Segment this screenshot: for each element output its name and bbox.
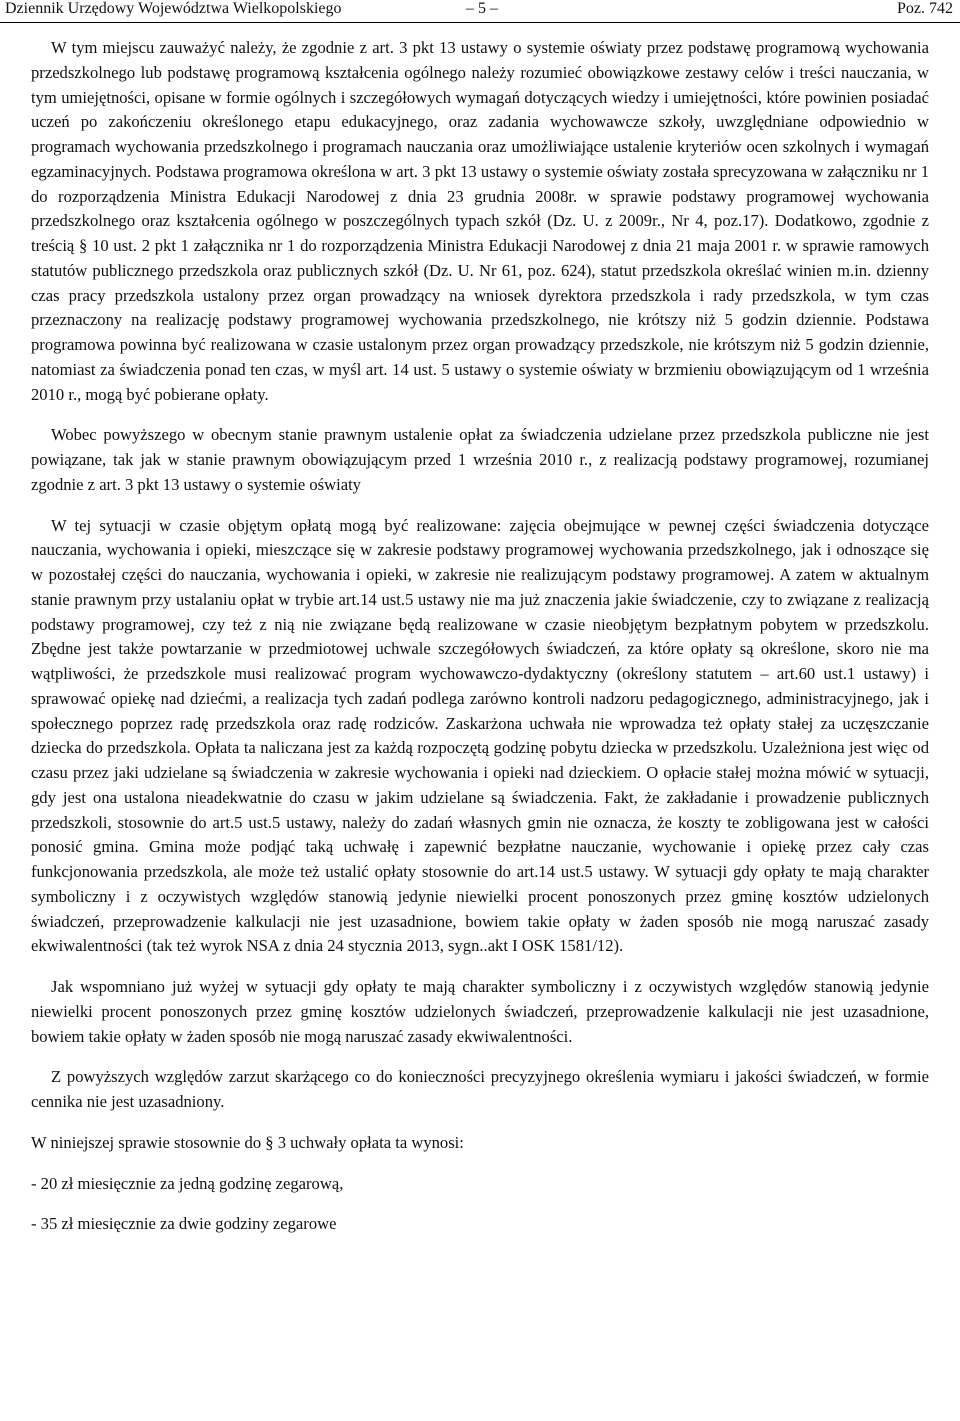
position-number: Poz. 742	[897, 0, 953, 17]
document-body	[31, 36, 929, 1237]
paragraph-3: W tej sytuacji w czasie objętym opłatą mogą być realizowane: zajęcia obejmujące w pewnej części świadczenia dotyczące nauczania, wychowania i opieki, mieszczące się w zakresie podstawy programowej wychowania przedszkolnego, jak i odnoszące się w pozostałej części do nauczania, wychowania i opieki, w zakresie nie realizującym podstawy programowej. A zatem w aktualnym stanie prawnym przy ustalaniu opłat w trybie art.14 ust.5 ustawy nie ma już znaczenia jakie świadczenie, czy to związane z realizacją podstawy programowej, czy też z nią nie związane będą realizowane w czasie nieobjętym bezpłatnym pobytem w przedszkolu. Zbędne jest także powtarzanie w przedmiotowej uchwale szczegółowych świadczeń, za które opłaty są określone, skoro nie ma wątpliwości, że przedszkole musi realizować program wychowawczo-dydaktyczny (określony statutem – art.60 ust.1 ustawy) i sprawować opiekę nad dziećmi, a realizacja tych zadań podlega zarówno kontroli nadzoru pedagogicznego, administracyjnego, jak i społecznego poprzez radę przedszkola oraz radę rodziców. Zaskarżona uchwała nie wprowadza też opłaty stałej za uczęszczanie dziecka do przedszkola. Opłata ta naliczana jest za każdą rozpoczętą godzinę pobytu dziecka w przedszkolu. Uzależniona jest więc od czasu przez jaki udzielane są świadczenia w zakresie wychowania i opieki nad dzieckiem. O opłacie stałej można mówić w sytuacji, gdy jest ona ustalona nieadekwatnie do czasu w jakim udzielane są świadczenia. Fakt, że zakładanie i prowadzenie publicznych przedszkoli, stosownie do art.5 ust.5 ustawy, należy do zadań własnych gmin nie oznacza, że koszty te zobligowana jest w całości ponosić gmina. Gmina może podjąć taką uchwałę i zapewnić bezpłatne nauczanie, wychowanie i opiekę przez cały czas funkcjonowania przedszkola, ale może też ustalić opłaty stosownie do art.14 ust.5 ustawy. W sytuacji gdy opłaty te mają charakter symboliczny i z oczywistych względów stanowią jedynie niewielki procent ponoszonych przez gminę kosztów udzielonych świadczeń, przeprowadzenie kalkulacji nie jest uzasadnione, bowiem takie opłaty w żaden sposób nie mogą naruszać zasady ekwiwalentności (tak też wyrok NSA z dnia 24 stycznia 2013, sygn..akt I OSK 1581/12).	[31, 515, 929, 956]
page-number: – 5 –	[466, 0, 498, 17]
paragraph-6: W niniejszej sprawie stosownie do § 3 uchwały opłata ta wynosi:	[31, 1132, 464, 1152]
paragraph-2: Wobec powyższego w obecnym stanie prawnym ustalenie opłat za świadczenia udzielane przez przedszkola publiczne nie jest powiązane, tak jak w stanie prawnym obowiązującym przed 1 września 2010 r., z realizacją podstawy programowej, rozumianej zgodnie z art. 3 pkt 13 ustawy o systemie oświaty	[31, 425, 929, 494]
paragraph-1: W tym miejscu zauważyć należy, że zgodnie z art. 3 pkt 13 ustawy o systemie oświaty przez podstawę programową wychowania przedszkolnego lub podstawę programową kształcenia ogólnego należy rozumieć obowiązkowe zestawy celów i treści nauczania, w tym umiejętności, opisane w formie ogólnych i szczegółowych wymagań dotyczących wiedzy i umiejętności, które powinien posiadać uczeń po zakończeniu określonego etapu edukacyjnego, oraz zadania wychowawcze szkoły, uwzględniane odpowiednio w programach wychowania przedszkolnego i programach nauczania oraz umożliwiające ustalenie kryteriów ocen szkolnych i wymagań egzaminacyjnych. Podstawa programowa określona w art. 3 pkt 13 ustawy o systemie oświaty została sprecyzowana w załączniku nr 1 do rozporządzenia Ministra Edukacji Narodowej z dnia 23 grudnia 2008r. w sprawie podstawy programowej wychowania przedszkolnego oraz kształcenia ogólnego w poszczególnych typach szkół (Dz. U. z 2009r., Nr 4, poz.17). Dodatkowo, zgodnie z treścią § 10 ust. 2 pkt 1 załącznika nr 1 do rozporządzenia Ministra Edukacji Narodowej z dnia 21 maja 2001 r. w sprawie ramowych statutów publicznego przedszkola oraz publicznych szkół (Dz. U. Nr 61, poz. 624), statut przedszkola określać winien m.in. dzienny czas pracy przedszkola ustalony przez organ prowadzący na wniosek dyrektora przedszkola i rady przedszkola, w tym czas przeznaczony na realizację podstawy programowej wychowania przedszkolnego, nie krótszy niż 5 godzin dziennie. Podstawa programowa powinna być realizowana w czasie ustalonym przez organ prowadzący przedszkole, nie krótszym niż 5 godzin dziennie, natomiast za świadczenia ponad ten czas, w myśl art. 14 ust. 5 ustawy o systemie oświaty w brzmieniu obowiązującym od 1 września 2010 r., mogą być pobierane opłaty.	[31, 38, 929, 404]
paragraph-5: Z powyższych względów zarzut skarżącego co do konieczności precyzyjnego określenia wymiaru i jakości świadczeń, w formie cennika nie jest uzasadniony.	[31, 1067, 929, 1111]
list-item: - 35 zł miesięcznie za dwie godziny zegarowe	[31, 1214, 337, 1234]
list-item: - 20 zł miesięcznie za jedną godzinę zegarową,	[31, 1173, 344, 1193]
journal-title: Dziennik Urzędowy Województwa Wielkopolskiego	[5, 0, 342, 17]
page-header	[0, 0, 960, 23]
paragraph-4: Jak wspomniano już wyżej w sytuacji gdy opłaty te mają charakter symboliczny i z oczywistych względów stanowią jedynie niewielki procent ponoszonych przez gminę kosztów udzielonych świadczeń, przeprowadzenie kalkulacji nie jest uzasadnione, bowiem takie opłaty w żaden sposób nie mogą naruszać zasady ekwiwalentności.	[31, 977, 929, 1046]
